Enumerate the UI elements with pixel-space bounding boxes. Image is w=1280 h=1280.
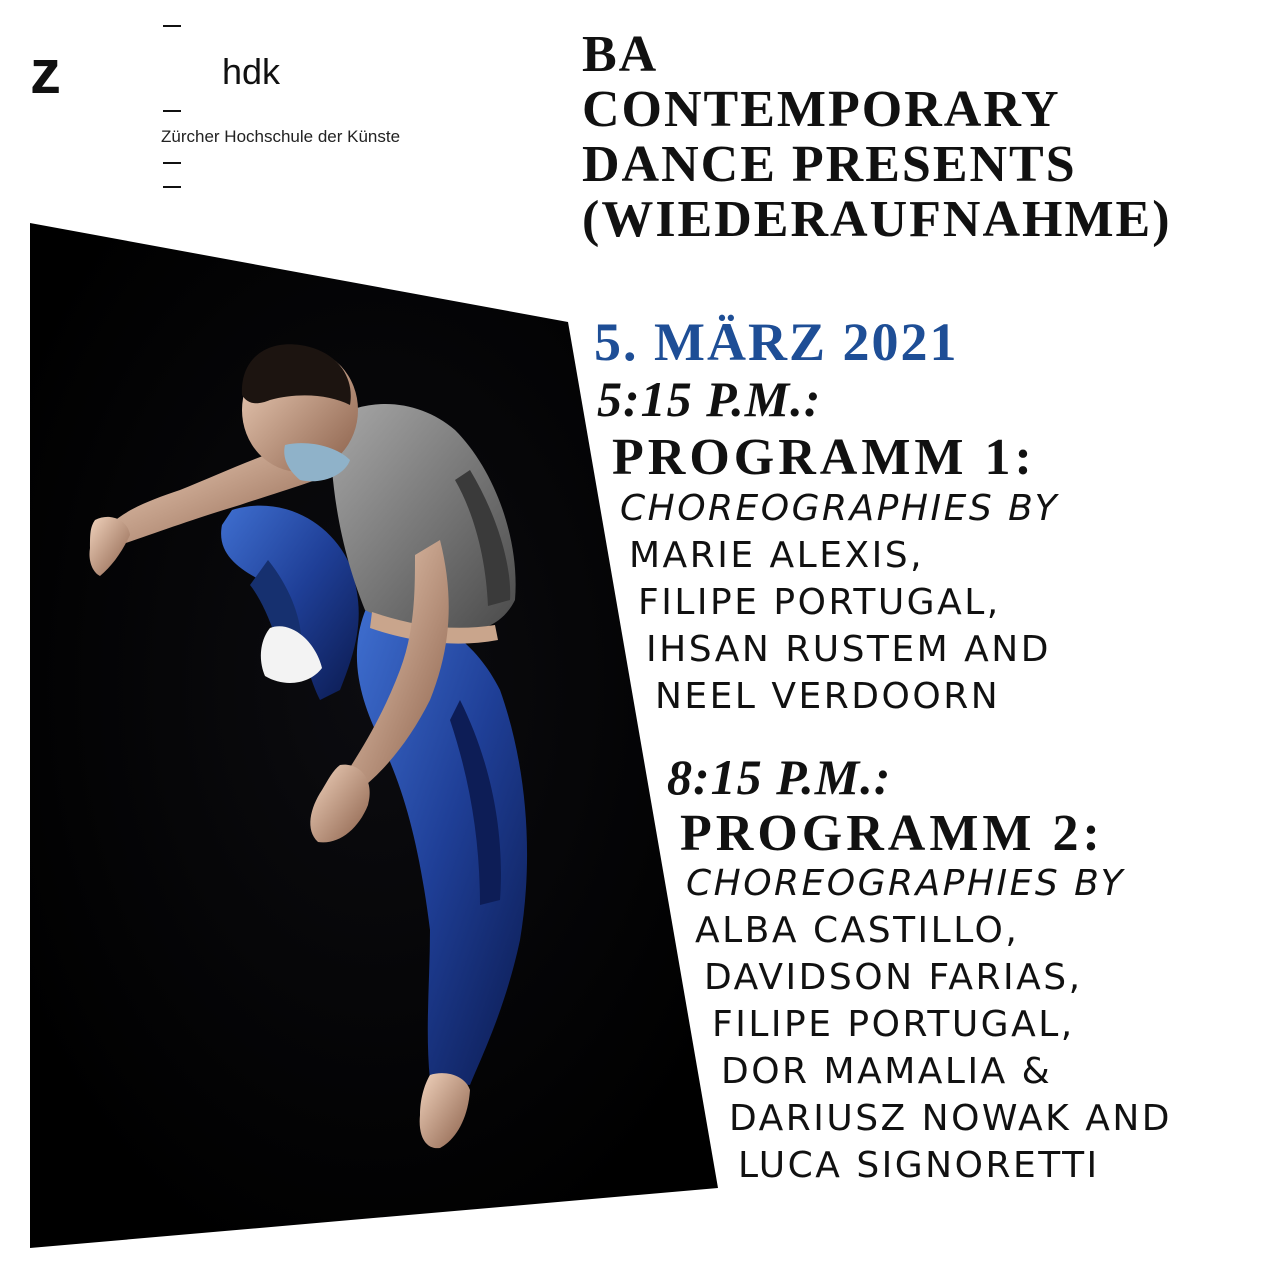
program-1-time: 5:15 P.M.: [597, 371, 822, 427]
program-2-time: 8:15 P.M.: [667, 749, 892, 805]
logo-subtitle: Zürcher Hochschule der Künste [161, 127, 401, 146]
zhdk-logo-mark: z [30, 38, 59, 107]
logo-dash [163, 186, 181, 188]
headline-line: DANCE PRESENTS [582, 136, 1077, 193]
program-2-choreographer: DOR MAMALIA & [721, 1051, 1053, 1092]
headline [582, 27, 1172, 247]
logo-dash [163, 110, 181, 112]
program-1-intro: CHOREOGRAPHIES BY [620, 488, 1060, 529]
program-1-choreographer: NEEL VERDOORN [655, 676, 1001, 717]
program-2-choreographer: DAVIDSON FARIAS, [704, 957, 1083, 998]
program-1-choreographer: IHSAN RUSTEM AND [646, 629, 1051, 670]
event-date: 5. MÄRZ 2021 [594, 312, 959, 372]
headline-line: BA [582, 26, 659, 83]
program-2-choreographer: ALBA CASTILLO, [695, 910, 1020, 951]
program-1-choreographer: MARIE ALEXIS, [629, 535, 925, 576]
logo-dash [163, 162, 181, 164]
program-2-choreographer: DARIUSZ NOWAK AND [729, 1098, 1172, 1139]
program-2-choreographer: FILIPE PORTUGAL, [712, 1004, 1075, 1045]
headline-line: (WIEDERAUFNAHME) [582, 191, 1172, 248]
program-2-intro: CHOREOGRAPHIES BY [686, 863, 1126, 904]
logo-dash [163, 25, 181, 27]
program-1-title: PROGRAMM 1: [612, 429, 1036, 486]
program-1-choreographer: FILIPE PORTUGAL, [638, 582, 1001, 623]
headline-line: CONTEMPORARY [582, 81, 1061, 138]
logo-name: hdk [222, 51, 281, 92]
program-2-title: PROGRAMM 2: [680, 805, 1104, 862]
program-2-choreographer: LUCA SIGNORETTI [738, 1145, 1100, 1186]
